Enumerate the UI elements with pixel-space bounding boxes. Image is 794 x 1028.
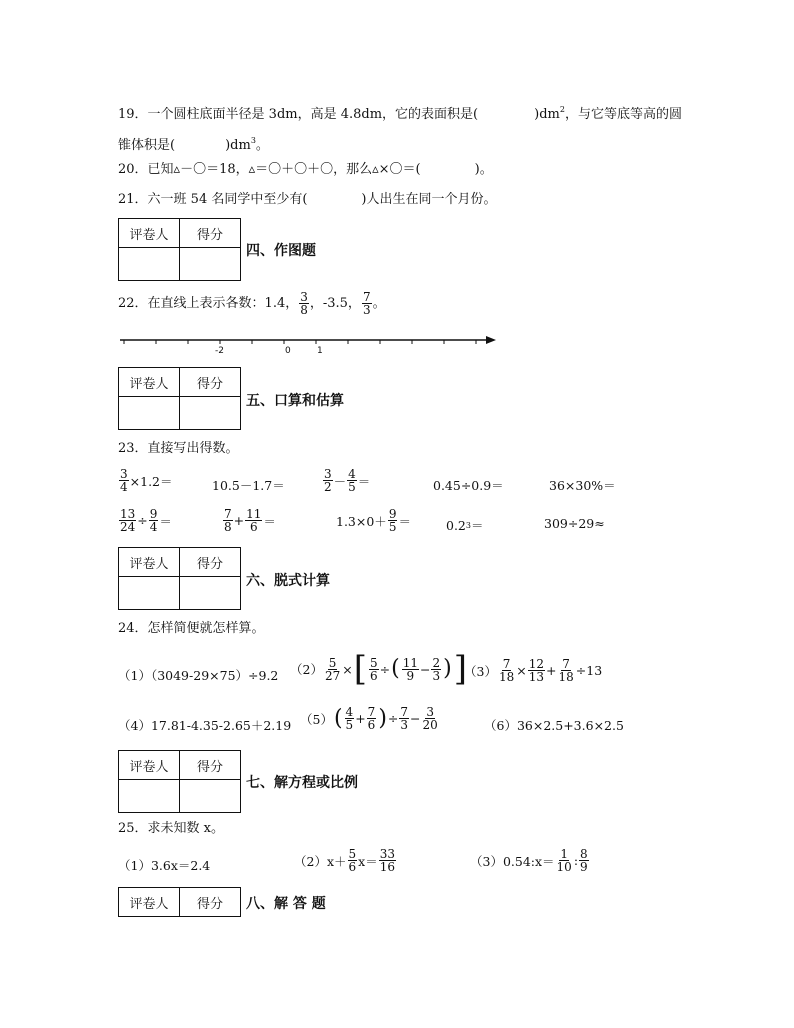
tick-label: 0 <box>285 346 291 356</box>
fraction: $\frac{7}{3}$ <box>362 290 371 317</box>
q25-title: 25．求未知数 x。 <box>118 821 225 836</box>
q25-p1: （1）3.6x＝2.4 <box>118 858 211 873</box>
grader-label: 评卷人 <box>119 368 180 397</box>
grader-label: 评卷人 <box>119 219 180 248</box>
q23-r1-e: 36×30%＝ <box>549 478 616 493</box>
q23-title: 23．直接写出得数。 <box>118 441 239 456</box>
q25-p3: （3）0.54:x＝ $\frac{1}{10}$ : $\frac{8}{9}$ <box>470 847 588 874</box>
q20: 20．已知▵－〇＝18，▵＝〇＋〇＋〇，那么▵×〇＝( )。 <box>118 162 493 177</box>
score-cell[interactable] <box>180 780 241 813</box>
q24-p6: （6）36×2.5+3.6×2.5 <box>484 718 624 733</box>
q24-p1: （1）（3049-29×75）÷9.2 <box>118 668 279 683</box>
q22: 22．在直线上表示各数：1.4， $\frac{3}{8}$ ，-3.5， $\frac{7}{3}$ 。 <box>118 290 386 317</box>
number-line <box>118 330 498 360</box>
q23-r1-c: $\frac{3}{2}$ － $\frac{4}{5}$ ＝ <box>324 467 371 494</box>
grader-cell[interactable] <box>119 248 180 281</box>
q21: 21．六一班 54 名同学中至少有( )人出生在同一个月份。 <box>118 192 497 207</box>
score-label: 得分 <box>180 751 241 780</box>
grader-cell[interactable] <box>119 780 180 813</box>
q19-line1: 19．一个圆柱底面半径是 3dm，高是 4.8dm，它的表面积是( )$dm^2$，与它等底等高的圆 <box>118 105 682 122</box>
grader-box-6 <box>118 547 241 610</box>
q23-r2-a: $\frac{13}{24}$ ÷ $\frac{9}{4}$ ＝ <box>120 507 172 534</box>
q23-r2-b: $\frac{7}{8}$ + $\frac{11}{6}$ ＝ <box>224 507 276 534</box>
score-label: 得分 <box>180 548 241 577</box>
q23-r1-b: 10.5－1.7＝ <box>212 478 285 493</box>
section-title-5: 五、口算和估算 <box>246 393 344 409</box>
score-label: 得分 <box>180 368 241 397</box>
fraction: $\frac{3}{8}$ <box>300 290 308 317</box>
section-title-4: 四、作图题 <box>246 243 316 259</box>
grader-label: 评卷人 <box>119 888 180 917</box>
section-title-6: 六、脱式计算 <box>246 573 330 589</box>
score-cell[interactable] <box>180 577 241 610</box>
q23-r1-d: 0.45÷0.9＝ <box>433 478 504 493</box>
q25-p2: （2）x＋ $\frac{5}{6}$ x＝ $\frac{33}{16}$ <box>294 847 395 874</box>
grader-box-8 <box>118 887 241 917</box>
section-title-7: 七、解方程或比例 <box>246 775 358 791</box>
tick-label: -2 <box>215 346 224 356</box>
q23-r1-a: $\frac{3}{4}$ ×1.2＝ <box>120 467 173 494</box>
grader-box-7 <box>118 750 241 813</box>
score-cell[interactable] <box>180 397 241 430</box>
q19-line2: 锥体积是( )$dm^3$。 <box>118 136 269 153</box>
score-label: 得分 <box>180 888 241 917</box>
q24-p5: （5） ( $\frac{4}{5}$ + $\frac{7}{6}$ ) ÷ $\frac{7}{3}$ − $\frac{3}{20}$ <box>300 705 438 732</box>
q24-title: 24．怎样简便就怎样算。 <box>118 621 265 636</box>
grader-box-4 <box>118 218 241 281</box>
number-line-arrow <box>486 336 496 344</box>
score-label: 得分 <box>180 219 241 248</box>
q23-r2-d: 0.2 3 ＝ <box>446 517 484 533</box>
grader-label: 评卷人 <box>119 751 180 780</box>
q19-text: 19．一个圆柱底面半径是 3dm，高是 4.8dm，它的表面积是( <box>118 107 479 122</box>
section-title-8: 八、解 答 题 <box>246 896 326 912</box>
q23-r2-e: 309÷29≈ <box>544 516 605 531</box>
grader-cell[interactable] <box>119 577 180 610</box>
q24-p3: （3） $\frac{7}{18}$ × $\frac{12}{13}$ + $\frac{7}{18}$ ÷13 <box>464 657 603 684</box>
q24-p2: （2） $\frac{5}{27}$ × [ $\frac{5}{6}$ ÷ ( $\frac{11}{9}$ − $\frac{2}{3}$ ) ] <box>290 649 467 689</box>
q24-p4: （4）17.81-4.35-2.65＋2.19 <box>118 718 292 733</box>
q23-r2-c: 1.3×0＋ $\frac{9}{5}$ ＝ <box>336 507 411 534</box>
grader-box-5 <box>118 367 241 430</box>
score-cell[interactable] <box>180 248 241 281</box>
grader-label: 评卷人 <box>119 548 180 577</box>
tick-label: 1 <box>317 346 323 356</box>
grader-cell[interactable] <box>119 397 180 430</box>
